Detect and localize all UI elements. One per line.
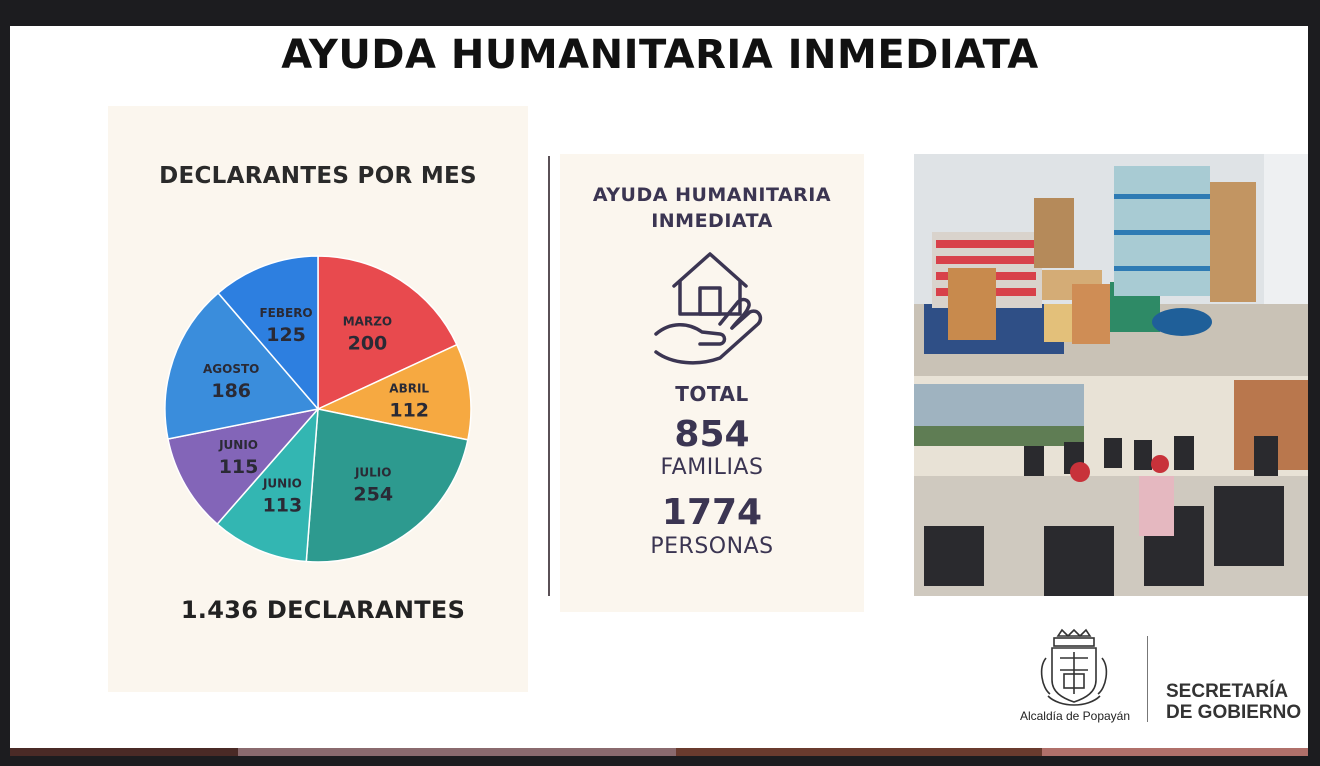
- photo-meeting: [914, 376, 1308, 596]
- house-in-hand-icon: [650, 248, 770, 372]
- familias-value: 854: [674, 414, 750, 455]
- page-title: AYUDA HUMANITARIA INMEDIATA: [281, 32, 1039, 78]
- total-label: TOTAL: [675, 382, 749, 406]
- stats-title-line1: AYUDA HUMANITARIA: [592, 184, 832, 206]
- secretaria-line1: SECRETARÍA: [1166, 681, 1289, 702]
- stats-title-line2: INMEDIATA: [651, 210, 773, 232]
- personas-value: 1774: [661, 492, 763, 533]
- chart-title: DECLARANTES POR MES: [159, 163, 477, 189]
- slice-value: 254: [353, 483, 394, 506]
- secretaria-label: [1166, 681, 1306, 723]
- footer-stripe-segment: [10, 748, 238, 756]
- chart-total-label: 1.436 DECLARANTES: [180, 596, 466, 624]
- slice-label: JUNIO: [262, 476, 302, 491]
- secretaria-line2: DE GOBIERNO: [1166, 702, 1302, 723]
- slice-label: AGOSTO: [203, 362, 260, 377]
- stats-title: [560, 182, 864, 234]
- slice-value: 113: [262, 494, 303, 517]
- vertical-divider: [548, 156, 550, 596]
- slice-label: FEBERO: [259, 305, 313, 320]
- footer-stripe-segment: [676, 748, 1042, 756]
- slice-label: JULIO: [354, 465, 392, 480]
- slice-value: 200: [347, 332, 388, 355]
- footer-stripe-segment: [238, 748, 676, 756]
- slice-value: 125: [266, 323, 306, 346]
- slice-label: ABRIL: [389, 381, 430, 396]
- slice-value: 112: [389, 399, 430, 422]
- slice-label: JUNIO: [219, 437, 259, 452]
- slice-value: 115: [218, 455, 259, 478]
- slice-label: MARZO: [342, 314, 393, 329]
- logo-caption: Alcaldía de Popayán: [1019, 709, 1131, 723]
- footer-stripe-segment: [1042, 748, 1308, 756]
- logo-divider: [1147, 636, 1148, 722]
- familias-label: FAMILIAS: [660, 455, 764, 480]
- personas-label: PERSONAS: [650, 534, 774, 559]
- footer-stripe: [10, 748, 1308, 756]
- slice-value: 186: [211, 380, 252, 403]
- photo-supplies: [914, 154, 1308, 376]
